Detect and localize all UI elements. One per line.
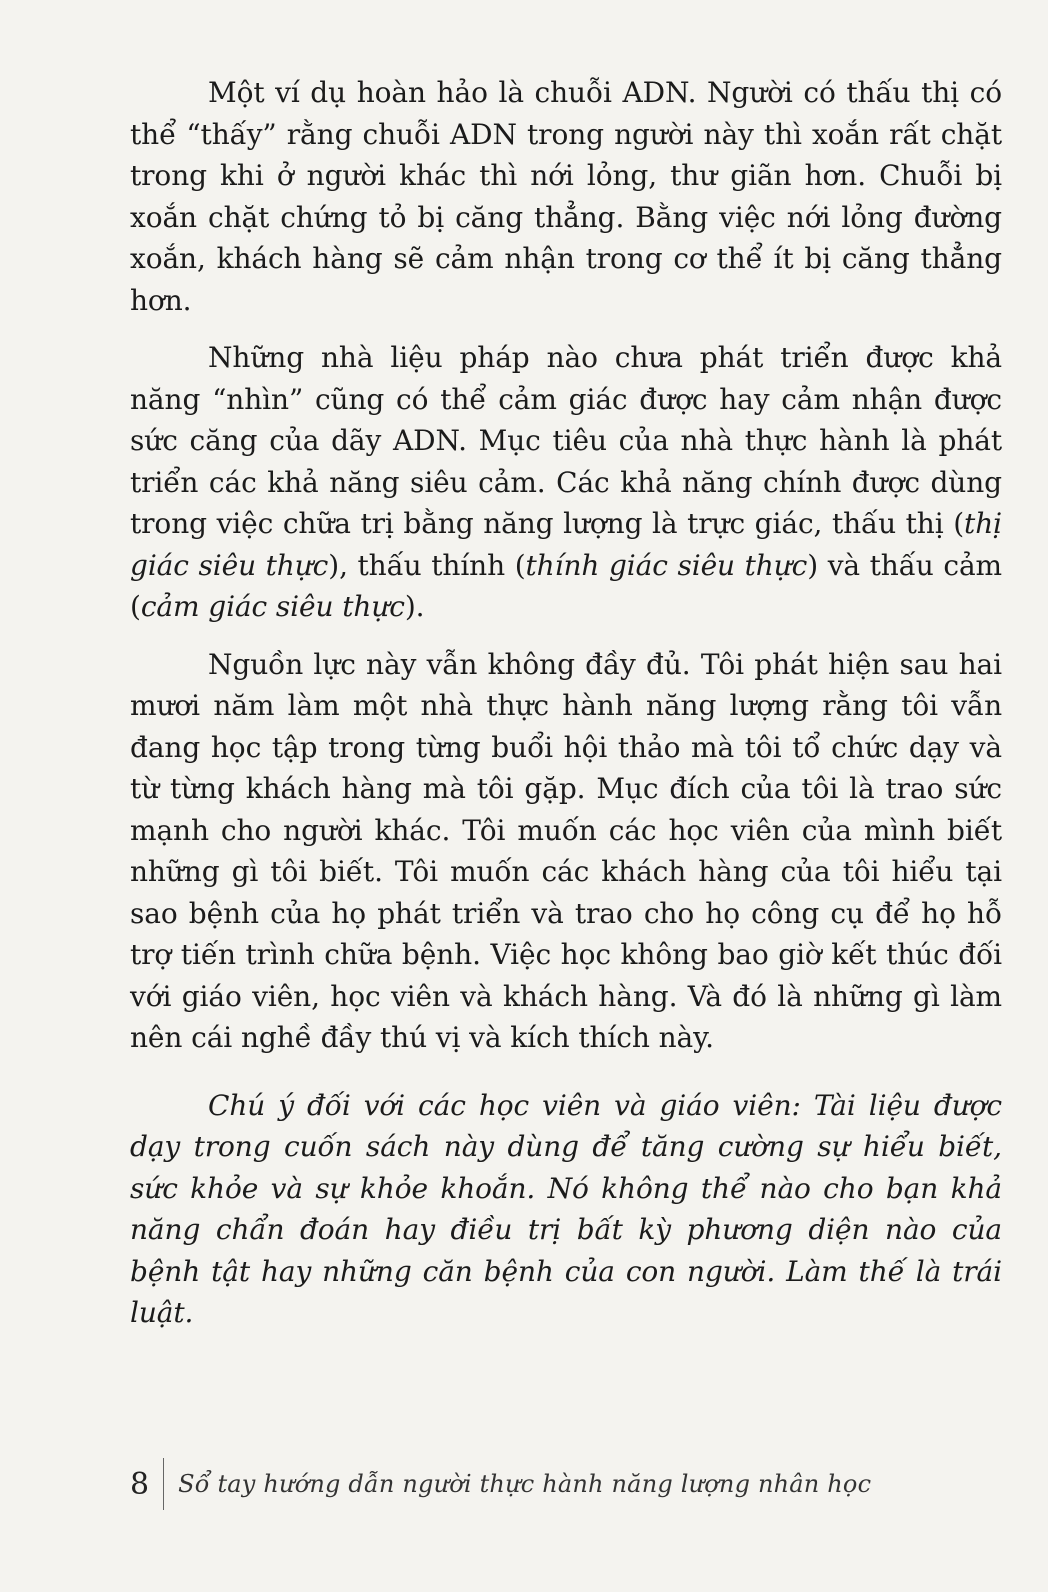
note-paragraph: Chú ý đối với các học viên và giáo viên: Tài liệu được dạy trong cuốn sách này dùng để tăng cường sự hiểu biết, sức khỏe và sự khỏe khoắn. Nó không thể nào cho bạn khả năng chẩn đoán hay điều trị bất kỳ phương diện nào của bệnh tật hay những căn bệnh của con người. Làm thế là trái luật.: [130, 1088, 1002, 1329]
body-text: [130, 72, 1002, 1350]
paragraph-1: [130, 72, 1002, 321]
paragraph-2-text: ), thấu thính (: [328, 548, 526, 582]
footer-divider: [163, 1458, 164, 1510]
page-footer: [130, 1456, 871, 1512]
term-clairaudience: thính giác siêu thực: [525, 548, 808, 582]
term-clairsentience: cảm giác siêu thực: [140, 590, 405, 623]
paragraph-2-text: ) và thấu cảm (: [130, 548, 1002, 623]
paragraph-2-text: Những nhà liệu pháp nào chưa phát triển được khả năng “nhìn” cũng có thể cảm giác được hay cảm nhận được sức căng của dãy ADN. Mục tiêu của nhà thực hành là phát triển các khả năng siêu cảm. Các khả năng chính được dùng trong việc chữa trị bằng năng lượng là trực giác, thấu thị (: [130, 341, 1002, 540]
term-clairvoyance: thị giác siêu thực: [130, 507, 1002, 582]
page-number: 8: [130, 1466, 150, 1502]
paragraph-2-text: ).: [404, 590, 425, 623]
paragraph-1-text: Một ví dụ hoàn hảo là chuỗi ADN. Người có thấu thị có thể “thấy” rằng chuỗi ADN trong người này thì xoắn rất chặt trong khi ở người khác thì nới lỏng, thư giãn hơn. Chuỗi bị xoắn chặt chứng tỏ bị căng thẳng. Bằng việc nới lỏng đường xoắn, khách hàng sẽ cảm nhận trong cơ thể ít bị căng thẳng hơn.: [130, 76, 1002, 317]
paragraph-3-text: Nguồn lực này vẫn không đầy đủ. Tôi phát hiện sau hai mươi năm làm một nhà thực hành năng lượng rằng tôi vẫn đang học tập trong từng buổi hội thảo mà tôi tổ chức dạy và từ từng khách hàng mà tôi gặp. Mục đích của tôi là trao sức mạnh cho người khác. Tôi muốn các học viên của mình biết những gì tôi biết. Tôi muốn các khách hàng của tôi hiểu tại sao bệnh của họ phát triển và trao cho họ công cụ để họ hỗ trợ tiến trình chữa bệnh. Việc học không bao giờ kết thúc đối với giáo viên, học viên và khách hàng. Và đó là những gì làm nên cái nghề đầy thú vị và kích thích này.: [130, 647, 1002, 1054]
paragraph-3: [130, 644, 1002, 1059]
running-title: Sổ tay hướng dẫn người thực hành năng lượng nhân học: [178, 1470, 872, 1498]
paragraph-2: [130, 337, 1002, 628]
